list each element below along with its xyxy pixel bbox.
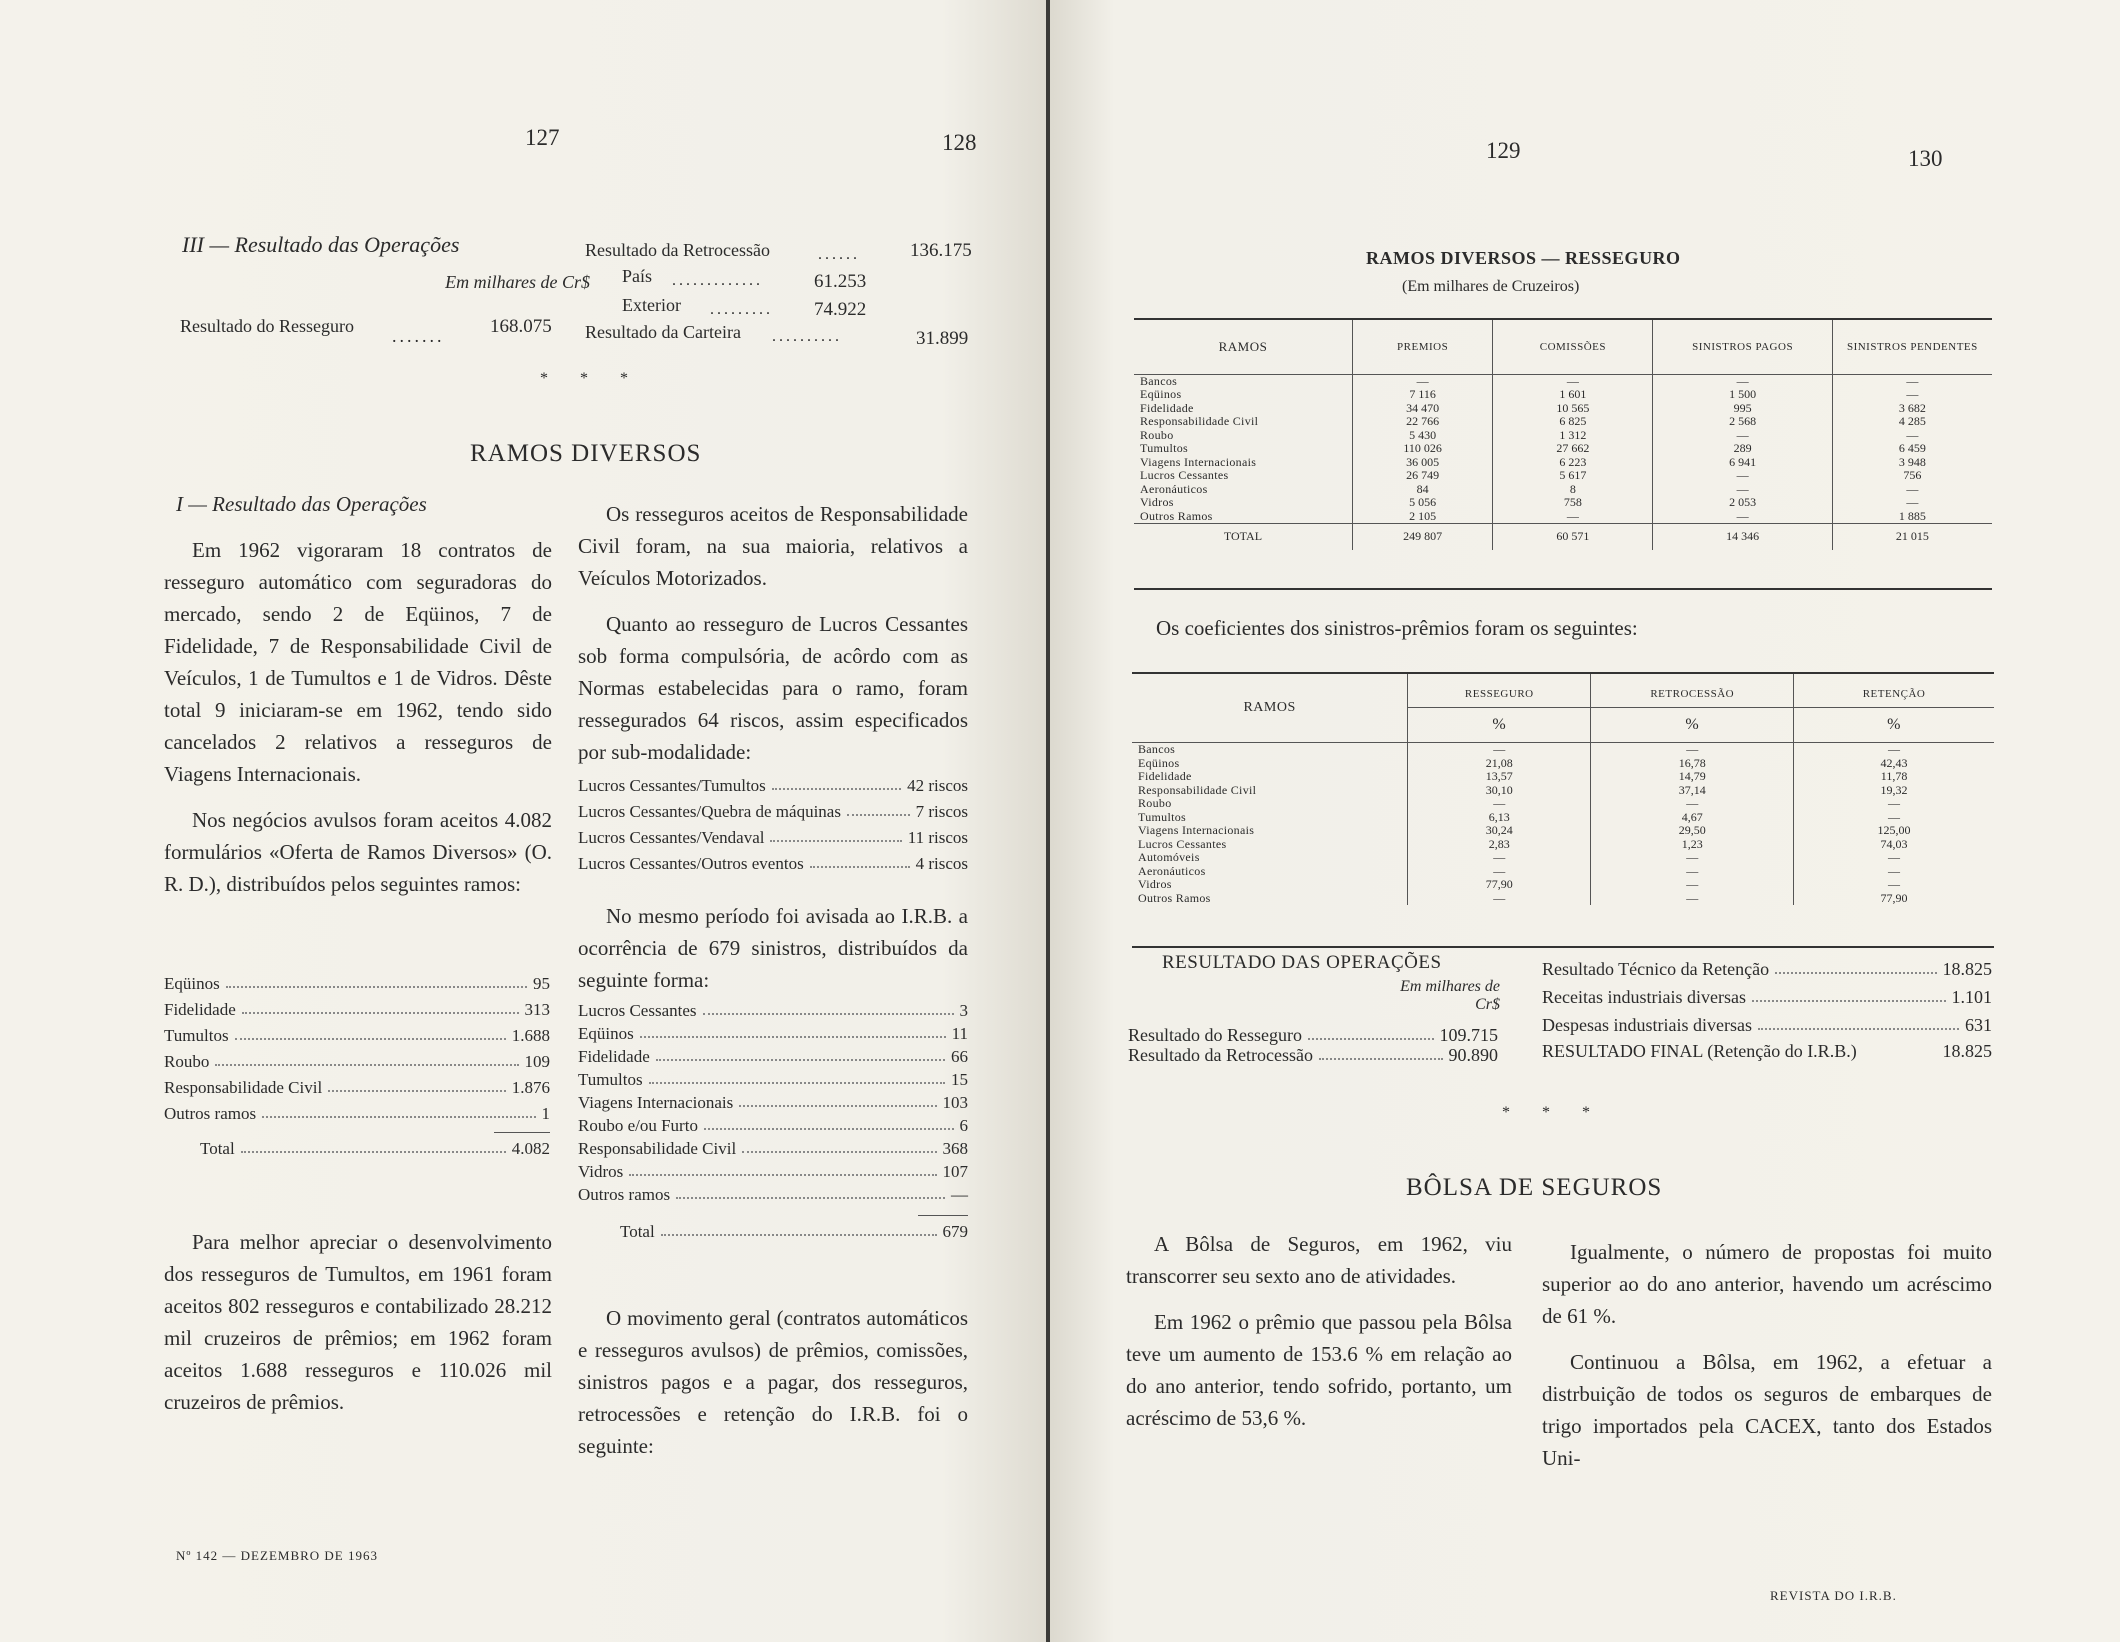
table-cell: 2 568 <box>1653 415 1832 429</box>
forms-list <box>164 968 550 1159</box>
total-cell: 21 015 <box>1832 524 1992 550</box>
table-cell: 1 601 <box>1493 388 1653 402</box>
table-row <box>1134 374 1992 388</box>
section1-title: I — Resultado das Operações <box>176 492 427 516</box>
table-cell: — <box>1653 374 1832 388</box>
table-cell: — <box>1832 429 1992 443</box>
sinistros-list <box>578 998 968 1242</box>
unit-header: % <box>1591 708 1794 743</box>
table-cell: 5 056 <box>1352 496 1492 510</box>
row-label: Responsabilidade Civil <box>1138 782 1257 797</box>
table-row <box>1134 456 1992 470</box>
list-item: Despesas industriais diversas 631 <box>1542 1015 1992 1035</box>
table-cell: 42,43 <box>1794 757 1994 771</box>
paragraph: Igualmente, o número de propostas foi muito superior ao do ano anterior, havendo um acréscimo de 61 %. <box>1542 1240 1992 1328</box>
row-label: Fidelidade <box>1138 769 1192 783</box>
list-item: Lucros Cessantes/Outros eventos 4 riscos <box>578 854 968 873</box>
page-number-127: 127 <box>525 125 560 150</box>
table-cell: — <box>1591 851 1794 865</box>
table-cell: 6 941 <box>1653 456 1832 470</box>
paragraph: Nos negócios avulsos foram aceitos 4.082 formulários «Oferta de Ramos Diversos» (O. R. D.), distribuídos pelos seguintes ramos: <box>164 808 552 896</box>
page-number-128: 128 <box>942 130 977 155</box>
col-header: RESSEGURO <box>1408 674 1591 708</box>
table-cell: 1 885 <box>1832 510 1992 524</box>
list-item: Lucros Cessantes/Quebra de máquinas 7 riscos <box>578 802 968 821</box>
row-label: Viagens Internacionais <box>1138 823 1255 837</box>
table-row <box>1134 442 1992 456</box>
table-row <box>1134 510 1992 524</box>
row-label: Aeronáuticos <box>1138 863 1206 878</box>
table-cell: — <box>1591 865 1794 879</box>
list-item: Lucros Cessantes/Tumultos 42 riscos <box>578 776 968 795</box>
table-cell: — <box>1493 374 1653 388</box>
list-item: Tumultos 1.688 <box>164 1026 550 1045</box>
dot-leader: ...... <box>818 246 860 263</box>
table-cell: 11,78 <box>1794 770 1994 784</box>
col-header: SINISTROS PAGOS <box>1653 320 1832 374</box>
table-cell: 1,23 <box>1591 838 1794 852</box>
table-cell: 2,83 <box>1408 838 1591 852</box>
table-cell: 8 <box>1493 483 1653 497</box>
row-label: Viagens Internacionais <box>1140 454 1257 469</box>
row-label: Lucros Cessantes <box>1138 836 1227 851</box>
table-cell: 30,10 <box>1408 784 1591 798</box>
table-row <box>1134 429 1992 443</box>
table-cell: 37,14 <box>1591 784 1794 798</box>
paragraph: Em 1962 o prêmio que passou pela Bôlsa teve um aumento de 153.6 % em relação ao do ano anterior, tendo sofrido, portanto, um acréscimo de 53,6 %. <box>1126 1310 1512 1430</box>
table-cell: — <box>1653 510 1832 524</box>
table-cell: 10 565 <box>1493 402 1653 416</box>
table-row <box>1132 784 1994 798</box>
table-total-row <box>1134 524 1992 550</box>
table-cell: 7 116 <box>1352 388 1492 402</box>
table-cell: 6 459 <box>1832 442 1992 456</box>
separator-stars: * * * <box>1502 1104 1604 1121</box>
table-cell: — <box>1591 892 1794 906</box>
table-cell: — <box>1794 865 1994 879</box>
table-cell: 5 430 <box>1352 429 1492 443</box>
list-item: Lucros Cessantes 3 <box>578 1001 968 1020</box>
right-footer: REVISTA DO I.R.B. <box>1770 1588 1897 1603</box>
table-cell: 1 500 <box>1653 388 1832 402</box>
page-number-130: 130 <box>1908 146 1943 171</box>
row-label: Bancos <box>1138 742 1176 756</box>
row-label: Bancos <box>1140 373 1178 388</box>
list-item: Fidelidade 313 <box>164 1000 550 1019</box>
ops-final <box>1542 1040 1992 1062</box>
table-cell: — <box>1408 797 1591 811</box>
table-cell: — <box>1794 851 1994 865</box>
row-label: Responsabilidade Civil <box>1140 414 1259 428</box>
list-item: Resultado Técnico da Retenção 18.825 <box>1542 959 1992 979</box>
col-header: RETENÇÃO <box>1794 674 1994 708</box>
bolsa-column2 <box>1542 1236 1992 1488</box>
table-row <box>1134 469 1992 483</box>
column2-text-mid <box>578 900 968 1010</box>
table-cell: — <box>1591 797 1794 811</box>
paragraph: Em 1962 vigoraram 18 contratos de resseguro automático com seguradoras do mercado, sendo 2 de Eqüinos, 7 de Fidelidade, 7 de Responsabilidade Civil de Veículos, 1 de Tumultos e 1 de Vidros. Dêste total 9 iniciaram-se em 1962, tendo sido cancelados 2 relativos a resseguros de Viagens Internacionais. <box>164 538 552 786</box>
table-cell: — <box>1408 865 1591 879</box>
row-label: Automóveis <box>1138 850 1200 864</box>
list-item: Lucros Cessantes/Vendaval 11 riscos <box>578 828 968 847</box>
table-cell: 36 005 <box>1352 456 1492 470</box>
table-body <box>1134 374 1992 550</box>
table1-subtitle: (Em milhares de Cruzeiros) <box>1402 278 1580 295</box>
table-cell: 27 662 <box>1493 442 1653 456</box>
dot-leader: .......... <box>772 328 842 345</box>
table-cell: 3 948 <box>1832 456 1992 470</box>
table-cell: 3 682 <box>1832 402 1992 416</box>
table-cell: — <box>1653 429 1832 443</box>
paragraph: Os resseguros aceitos de Responsabilidade Civil foram, na sua maioria, relativos a Veículos Motorizados. <box>578 502 968 590</box>
list-item: Responsabilidade Civil 368 <box>578 1139 968 1158</box>
resseguro-value: 168.075 <box>490 316 552 337</box>
table-cell: 6 825 <box>1493 415 1653 429</box>
table-cell: 995 <box>1653 402 1832 416</box>
unit-note: Em milhares de Cr$ <box>445 272 590 292</box>
exterior-label: Exterior <box>622 295 681 315</box>
row-label: Fidelidade <box>1140 400 1194 415</box>
unit-header: % <box>1794 708 1994 743</box>
col-header: RETROCESSÃO <box>1591 674 1794 708</box>
table-cell: — <box>1832 496 1992 510</box>
table-cell: — <box>1493 510 1653 524</box>
row-label: Outros Ramos <box>1140 508 1213 523</box>
row-label: Vidros <box>1140 495 1174 509</box>
table-cell: 30,24 <box>1408 824 1591 838</box>
list-item: Receitas industriais diversas 1.101 <box>1542 987 1992 1007</box>
row-label: Tumultos <box>1138 809 1186 824</box>
table-cell: 21,08 <box>1408 757 1591 771</box>
list-item: Resultado do Resseguro 109.715 <box>1128 1025 1498 1045</box>
table-cell: 19,32 <box>1794 784 1994 798</box>
page-number-129: 129 <box>1486 138 1521 163</box>
total-cell: 14 346 <box>1653 524 1832 550</box>
table-cell: — <box>1794 811 1994 825</box>
table-cell: 26 749 <box>1352 469 1492 483</box>
ops-unit: Em milhares de Cr$ <box>1400 978 1500 1013</box>
table-body <box>1132 743 1994 906</box>
row-label: Roubo <box>1140 427 1174 442</box>
table-cell: 6,13 <box>1408 811 1591 825</box>
table-cell: 110 026 <box>1352 442 1492 456</box>
table-cell: 1 312 <box>1493 429 1653 443</box>
ops-right-list <box>1542 952 1992 1062</box>
table-cell: 5 617 <box>1493 469 1653 483</box>
list-item: Eqüinos 95 <box>164 974 550 993</box>
list-item: Vidros 107 <box>578 1162 968 1181</box>
ops-left-list <box>1128 1026 1498 1066</box>
row-label: Eqüinos <box>1140 387 1182 401</box>
table-row <box>1132 892 1994 906</box>
table-cell: — <box>1832 374 1992 388</box>
paragraph: Continuou a Bôlsa, em 1962, a efetuar a distrbuição de todos os seguros de embarques de trigo importados pela CACEX, tanto dos Estados Uni- <box>1542 1350 1992 1470</box>
table-row <box>1132 770 1994 784</box>
carteira-label: Resultado da Carteira <box>585 322 741 342</box>
column2-text-end <box>578 1302 968 1476</box>
bolsa-title: BÔLSA DE SEGUROS <box>1406 1174 1663 1201</box>
paragraph: No mesmo período foi avisada ao I.R.B. a ocorrência de 679 sinistros, distribuídos da seguinte forma: <box>578 904 968 992</box>
column1-text-end <box>164 1226 552 1432</box>
row-label: Vidros <box>1138 877 1172 891</box>
right-page <box>1050 0 2120 1642</box>
table-cell: — <box>1794 878 1994 892</box>
table1-title: RAMOS DIVERSOS — RESSEGURO <box>1366 248 1681 268</box>
column2-text <box>578 498 968 782</box>
table-cell: 6 223 <box>1493 456 1653 470</box>
table-cell: 14,79 <box>1591 770 1794 784</box>
list-item: Roubo 109 <box>164 1052 550 1071</box>
dot-leader: ......... <box>710 301 773 318</box>
table-cell: 74,03 <box>1794 838 1994 852</box>
list-item: Resultado da Retrocessão 90.890 <box>1128 1045 1498 1065</box>
total-cell: 249 807 <box>1352 524 1492 550</box>
dot-leader: ............. <box>672 272 763 289</box>
row-label: Roubo <box>1138 796 1172 810</box>
total-label: TOTAL <box>1223 529 1263 543</box>
table-cell: — <box>1352 374 1492 388</box>
total-cell: 60 571 <box>1493 524 1653 550</box>
table-cell: 29,50 <box>1591 824 1794 838</box>
table-row <box>1134 483 1992 497</box>
lucros-list <box>578 770 968 874</box>
list-item: Tumultos 15 <box>578 1070 968 1089</box>
row-label: Lucros Cessantes <box>1140 468 1229 482</box>
bolsa-column1 <box>1126 1228 1512 1448</box>
row-label: Aeronáuticos <box>1140 481 1208 496</box>
table-coeficientes <box>1132 674 1994 905</box>
table-cell: 16,78 <box>1591 757 1794 771</box>
table-cell: 758 <box>1493 496 1653 510</box>
col-header: RAMOS <box>1243 700 1296 715</box>
paragraph: Quanto ao resseguro de Lucros Cessantes sob forma compulsória, de acôrdo com as Normas estabelecidas para o ramo, foram ressegurados 64 riscos, assim especificados por sub-modalidade: <box>578 612 968 764</box>
ramos-diversos-title: RAMOS DIVERSOS <box>470 440 702 467</box>
col-header: PREMIOS <box>1352 320 1492 374</box>
ops-final-label: RESULTADO FINAL (Retenção do I.R.B.) <box>1542 1041 1857 1061</box>
dot-leader: ....... <box>392 326 445 346</box>
table-row <box>1132 878 1994 892</box>
table-cell: 756 <box>1832 469 1992 483</box>
list-item: Responsabilidade Civil 1.876 <box>164 1078 550 1097</box>
rule <box>1132 946 1994 948</box>
row-label: Outros Ramos <box>1138 890 1211 905</box>
col-header: RAMOS <box>1218 338 1268 354</box>
table-row <box>1134 415 1992 429</box>
table-cell: 34 470 <box>1352 402 1492 416</box>
pais-value: 61.253 <box>814 271 867 292</box>
column1-text <box>164 534 552 914</box>
table-cell: 4,67 <box>1591 811 1794 825</box>
table-row <box>1132 838 1994 852</box>
table-row <box>1132 797 1994 811</box>
paragraph: A Bôlsa de Seguros, em 1962, viu transcorrer seu sexto ano de atividades. <box>1126 1232 1512 1288</box>
table-row <box>1132 824 1994 838</box>
table-cell: — <box>1591 743 1794 757</box>
paragraph: O movimento geral (contratos automáticos e resseguros avulsos) de prêmios, comissões, sinistros pagos e a pagar, dos resseguros, retrocessões e retenção do I.R.B. foi o seguinte: <box>578 1306 968 1458</box>
table-cell: 22 766 <box>1352 415 1492 429</box>
list-item: Outros ramos — <box>578 1185 968 1204</box>
table-row <box>1132 743 1994 757</box>
list-total: Total 4.082 <box>200 1139 550 1158</box>
table-cell: — <box>1832 388 1992 402</box>
unit-header: % <box>1408 708 1591 743</box>
table-resseguro <box>1134 320 1992 550</box>
left-footer: Nº 142 — DEZEMBRO DE 1963 <box>176 1548 378 1563</box>
left-page <box>0 0 1046 1642</box>
table-row <box>1132 865 1994 879</box>
ops-title: RESULTADO DAS OPERAÇÕES <box>1162 952 1442 973</box>
list-item: Outros ramos 1 <box>164 1104 550 1123</box>
table-cell: — <box>1794 743 1994 757</box>
col-header: SINISTROS PENDENTES <box>1832 320 1992 374</box>
table-cell: 2 105 <box>1352 510 1492 524</box>
table-row <box>1134 496 1992 510</box>
table-cell: 77,90 <box>1408 878 1591 892</box>
table-row <box>1134 402 1992 416</box>
list-item: Eqüinos 11 <box>578 1024 968 1043</box>
table-cell: — <box>1794 797 1994 811</box>
col-header: COMISSÕES <box>1493 320 1653 374</box>
list-item: Fidelidade 66 <box>578 1047 968 1066</box>
table-cell: 289 <box>1653 442 1832 456</box>
separator-stars: * * * <box>540 370 642 387</box>
list-item: Roubo e/ou Furto 6 <box>578 1116 968 1135</box>
ops-final-value: 18.825 <box>1942 1041 1992 1061</box>
table-cell: — <box>1408 851 1591 865</box>
table-row <box>1134 388 1992 402</box>
table-row <box>1132 851 1994 865</box>
table-cell: — <box>1832 483 1992 497</box>
table-cell: — <box>1408 892 1591 906</box>
table-row <box>1132 811 1994 825</box>
row-label: Tumultos <box>1140 441 1188 455</box>
table-cell: — <box>1653 483 1832 497</box>
list-total: Total 679 <box>620 1222 968 1241</box>
retro-value: 136.175 <box>910 240 972 261</box>
table-cell: — <box>1408 743 1591 757</box>
paragraph: Para melhor apreciar o desenvolvimento dos resseguros de Tumultos, em 1961 foram aceitos 802 resseguros e contabilizado 28.212 mil cruzeiros de prêmios; em 1962 foram aceitos 1.688 resseguros e 110.026 mil cruzeiros de prêmios. <box>164 1230 552 1414</box>
table-cell: 2 053 <box>1653 496 1832 510</box>
table-row <box>1132 757 1994 771</box>
list-item: Viagens Internacionais 103 <box>578 1093 968 1112</box>
row-label: Eqüinos <box>1138 755 1180 770</box>
resseguro-label: Resultado do Resseguro <box>180 316 354 336</box>
table-cell: 13,57 <box>1408 770 1591 784</box>
table-cell: 84 <box>1352 483 1492 497</box>
table-cell: 77,90 <box>1794 892 1994 906</box>
coef-intro: Os coeficientes dos sinistros-prêmios foram os seguintes: <box>1156 616 1638 640</box>
table-cell: 125,00 <box>1794 824 1994 838</box>
carteira-value: 31.899 <box>916 328 969 349</box>
pais-label: País <box>622 266 653 286</box>
retro-label: Resultado da Retrocessão <box>585 240 770 260</box>
table-cell: — <box>1591 878 1794 892</box>
table-cell: — <box>1653 469 1832 483</box>
rule <box>1134 588 1992 590</box>
table-cell: 4 285 <box>1832 415 1992 429</box>
exterior-value: 74.922 <box>814 299 867 320</box>
section-title-resultado: III — Resultado das Operações <box>182 232 460 257</box>
